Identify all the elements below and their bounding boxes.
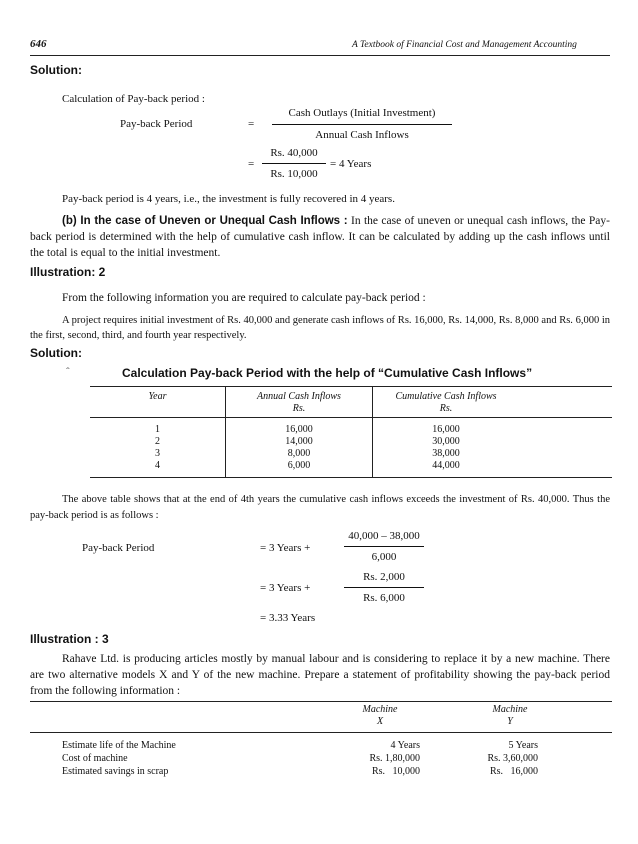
cell-machine-x: 4 Years [390, 740, 420, 751]
fraction-bar [344, 546, 424, 547]
formula-numerator: Cash Outlays (Initial Investment) [288, 107, 436, 119]
payback-label-2: Pay-back Period [82, 542, 155, 554]
cell-year: 3 [155, 448, 160, 459]
fraction-bar [344, 587, 424, 588]
cell-cumulative: 44,000 [432, 460, 460, 471]
illustration-3-body: Rahave Ltd. is producing articles mostly by manual labour and is considering to replace it by a new machine. There are two alternative models X and Y of the new machine. Prepare a statement of profitability showing the pay-back period from the following information : [30, 653, 610, 697]
cell-year: 2 [155, 436, 160, 447]
calc-line-1-denominator: 6,000 [371, 551, 397, 563]
cell-year: 4 [155, 460, 160, 471]
illustration-2-intro: From the following information you are required to calculate pay-back period : [62, 292, 426, 304]
col-header-annual: Annual Cash Inflows [257, 391, 341, 402]
col-header-annual-unit: Rs. [292, 403, 306, 414]
row-label: Estimated savings in scrap [62, 766, 169, 777]
cell-annual: 14,000 [285, 436, 313, 447]
illustration-2-heading: Illustration: 2 [30, 265, 106, 279]
table-2-header-rule [30, 732, 612, 733]
cell-machine-y: 5 Years [508, 740, 538, 751]
col-header-machine-y: Y [507, 716, 513, 727]
cell-cumulative: 30,000 [432, 436, 460, 447]
conclusion-text: Pay-back period is 4 years, i.e., the investment is fully recovered in 4 years. [62, 193, 395, 205]
fraction-bar [262, 163, 326, 164]
cell-machine-y: Rs. 3,60,000 [487, 753, 538, 764]
calc-line-2-lhs: = 3 Years + [260, 582, 311, 594]
table-title: Calculation Pay-back Period with the help of “Cumulative Cash Inflows” [122, 366, 533, 380]
cell-machine-y: Rs. 16,000 [489, 766, 538, 777]
stray-mark: ˆ [66, 366, 70, 378]
solution-subheading: Calculation of Pay-back period : [62, 93, 205, 105]
calc-line-2-numerator: Rs. 2,000 [363, 571, 405, 583]
col-header-machine-x: X [376, 716, 384, 727]
illustration-2-problem: A project requires initial investment of Rs. 40,000 and generate cash inflows of Rs. 16,000, Rs. 14,000, Rs. 8,000 and Rs. 6,000 in the first, second, third, and fourth year respectively. [30, 315, 610, 341]
cell-cumulative: 38,000 [432, 448, 460, 459]
col-header-cumulative-unit: Rs. [439, 403, 453, 414]
calc-line-1-lhs: = 3 Years + [260, 542, 311, 554]
cell-machine-x: Rs. 1,80,000 [369, 753, 420, 764]
calc-line-1-numerator: 40,000 – 38,000 [348, 530, 420, 542]
calc-numerator: Rs. 40,000 [270, 147, 318, 159]
col-header-machine-x-title: Machine [362, 704, 398, 715]
section-b-body: In the case of uneven or unequal cash inflows, the Pay-back period is determined with the help of cumulative cash inflow. It can be calculated by adding up the cash inflows until the total is equal to the initial investment. [30, 215, 610, 259]
cell-annual: 8,000 [287, 448, 311, 459]
col-header-cumulative: Cumulative Cash Inflows [395, 391, 497, 402]
section-b-title: (b) In the case of Uneven or Unequal Cash Inflows : [62, 215, 348, 227]
solution-heading: Solution: [30, 63, 82, 77]
section-b-paragraph [30, 213, 610, 261]
calc-result-2: = 3.33 Years [260, 612, 316, 624]
col-header-machine-y-title: Machine [492, 704, 528, 715]
equals-sign: = [248, 158, 255, 170]
cell-cumulative: 16,000 [432, 424, 460, 435]
page-number: 646 [30, 38, 47, 50]
calc-line-2-denominator: Rs. 6,000 [363, 592, 405, 604]
row-label: Cost of machine [62, 753, 128, 764]
cell-year: 1 [155, 424, 160, 435]
running-header: A Textbook of Financial Cost and Management Accounting [352, 40, 577, 50]
table-2-top-rule [30, 701, 612, 702]
cell-annual: 16,000 [285, 424, 313, 435]
explanation-text: The above table shows that at the end of 4th years the cumulative cash inflows exceeds the investment of Rs. 40,000. Thus the pay-back period is as follows : [30, 494, 610, 521]
header-rule [30, 55, 610, 56]
illustration-3-heading: Illustration : 3 [30, 632, 109, 646]
row-label: Estimate life of the Machine [62, 740, 176, 751]
table-header-rule [90, 417, 612, 418]
table-bottom-rule [90, 477, 612, 478]
calc-result: = 4 Years [330, 158, 372, 170]
solution-2-heading: Solution: [30, 346, 82, 360]
formula-denominator: Annual Cash Inflows [315, 129, 409, 141]
payback-label: Pay-back Period [120, 118, 193, 130]
fraction-bar [272, 124, 452, 125]
cell-machine-x: Rs. 10,000 [371, 766, 420, 777]
col-header-year: Year [148, 391, 167, 402]
calc-denominator: Rs. 10,000 [270, 168, 318, 180]
equals-sign: = [248, 118, 255, 130]
table-top-rule [90, 386, 612, 387]
cell-annual: 6,000 [287, 460, 311, 471]
